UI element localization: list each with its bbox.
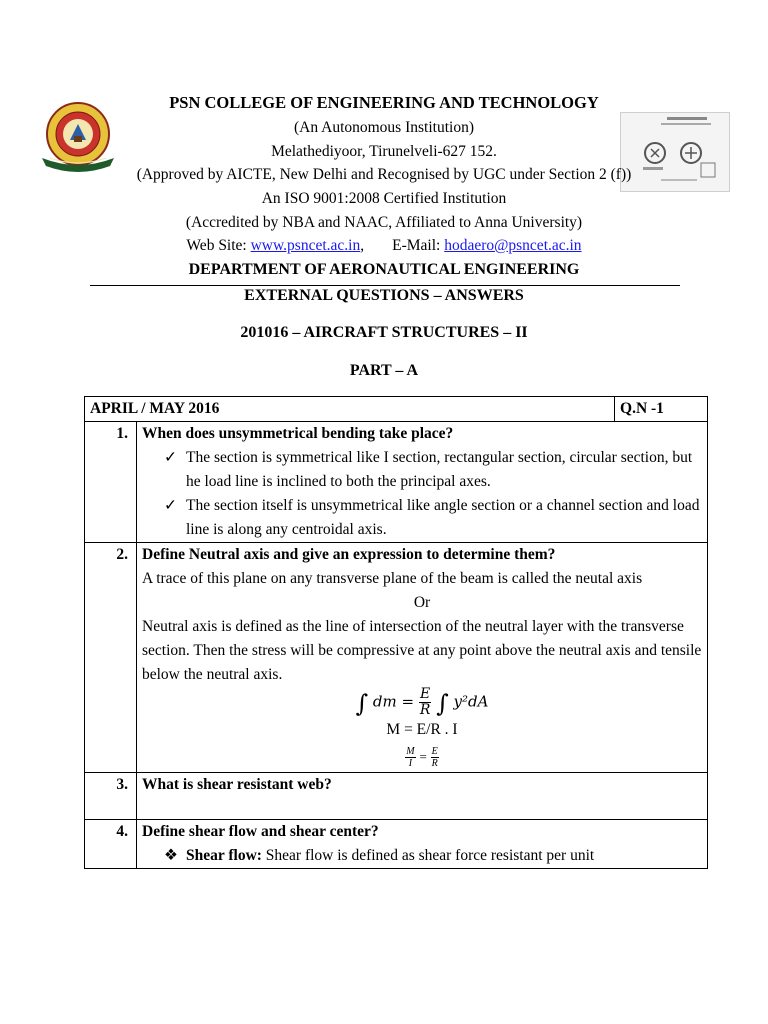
college-name: PSN COLLEGE OF ENGINEERING AND TECHNOLOGY bbox=[169, 93, 599, 112]
term-label: Shear flow: bbox=[186, 847, 262, 864]
question-row-4 bbox=[85, 820, 708, 869]
answer-text: Neutral axis is defined as the line of intersection of the neutral layer with the transverse section. Then the stress will be compressive at any point above the neutral axis and tensile below the neutral axis. bbox=[142, 618, 702, 683]
website-label: Web Site: bbox=[186, 237, 247, 254]
equation-lhs: dm = bbox=[372, 692, 415, 711]
question-row-2 bbox=[85, 543, 708, 773]
question-text: Define Neutral axis and give an expression to determine them? bbox=[142, 546, 556, 563]
college-address: Melathediyoor, Tirunelveli-627 152. bbox=[271, 143, 497, 160]
answer-bullet bbox=[142, 446, 702, 494]
header-divider bbox=[90, 285, 680, 286]
question-number: 2. bbox=[85, 543, 137, 773]
course-title: 201016 – AIRCRAFT STRUCTURES – II bbox=[240, 324, 528, 341]
contact-line bbox=[0, 237, 768, 255]
question-number: 4. bbox=[85, 820, 137, 869]
question-text: When does unsymmetrical bending take place? bbox=[142, 425, 454, 442]
bullet-text: The section itself is unsymmetrical like angle section or a channel section and load line is along any centroidal axis. bbox=[186, 497, 700, 538]
question-number: 1. bbox=[85, 422, 137, 543]
answer-bullet bbox=[142, 494, 702, 542]
answer-bullet bbox=[142, 844, 702, 868]
question-cell bbox=[137, 543, 708, 773]
question-row-1 bbox=[85, 422, 708, 543]
table-header-row bbox=[85, 397, 708, 422]
question-cell bbox=[137, 773, 708, 820]
flexure-ratio-equation: $\frac{M}{I}$ = $\frac{E}{R}$ bbox=[406, 745, 438, 769]
email-link[interactable]: hodaero@psncet.ac.in bbox=[444, 237, 582, 254]
iso-line: An ISO 9001:2008 Certified Institution bbox=[261, 190, 507, 207]
or-separator: Or bbox=[413, 594, 431, 611]
bending-equation: M = E/R . I bbox=[386, 721, 458, 738]
email-label: E-Mail: bbox=[392, 237, 441, 254]
diamond-bullet-icon: ❖ bbox=[164, 847, 178, 864]
equation-rhs: y²dA bbox=[453, 692, 489, 711]
exam-title: EXTERNAL QUESTIONS – ANSWERS bbox=[244, 287, 524, 304]
bullet-text: The section is symmetrical like I section, rectangular section, circular section, but he load line is inclined to both the principal axes. bbox=[186, 449, 693, 490]
moment-integral-equation: ∫ dm = $\frac{E}{R}$ ∫ y²dA bbox=[355, 686, 489, 718]
questions-table bbox=[84, 396, 708, 869]
website-link[interactable]: www.psncet.ac.in bbox=[250, 237, 361, 254]
check-mark-icon: ✓ bbox=[164, 497, 177, 514]
answer-text: A trace of this plane on any transverse plane of the beam is called the neutal axis bbox=[142, 570, 643, 587]
website-separator: , bbox=[360, 237, 365, 254]
question-number: 3. bbox=[85, 773, 137, 820]
approval-line: (Approved by AICTE, New Delhi and Recognised by UGC under Section 2 (f)) bbox=[136, 166, 632, 183]
question-text: What is shear resistant web? bbox=[142, 776, 332, 793]
accreditation-line: (Accredited by NBA and NAAC, Affiliated to Anna University) bbox=[185, 214, 583, 231]
term-definition: Shear flow is defined as shear force resistant per unit bbox=[261, 847, 595, 864]
exam-session: APRIL / MAY 2016 bbox=[85, 397, 615, 422]
question-cell bbox=[137, 422, 708, 543]
question-number-label: Q.N -1 bbox=[615, 397, 708, 422]
question-text: Define shear flow and shear center? bbox=[142, 823, 379, 840]
autonomous-status: (An Autonomous Institution) bbox=[294, 119, 474, 136]
part-heading: PART – A bbox=[349, 362, 419, 379]
question-row-3 bbox=[85, 773, 708, 820]
question-cell bbox=[137, 820, 708, 869]
check-mark-icon: ✓ bbox=[164, 449, 177, 466]
department-title: DEPARTMENT OF AERONAUTICAL ENGINEERING bbox=[188, 261, 580, 278]
